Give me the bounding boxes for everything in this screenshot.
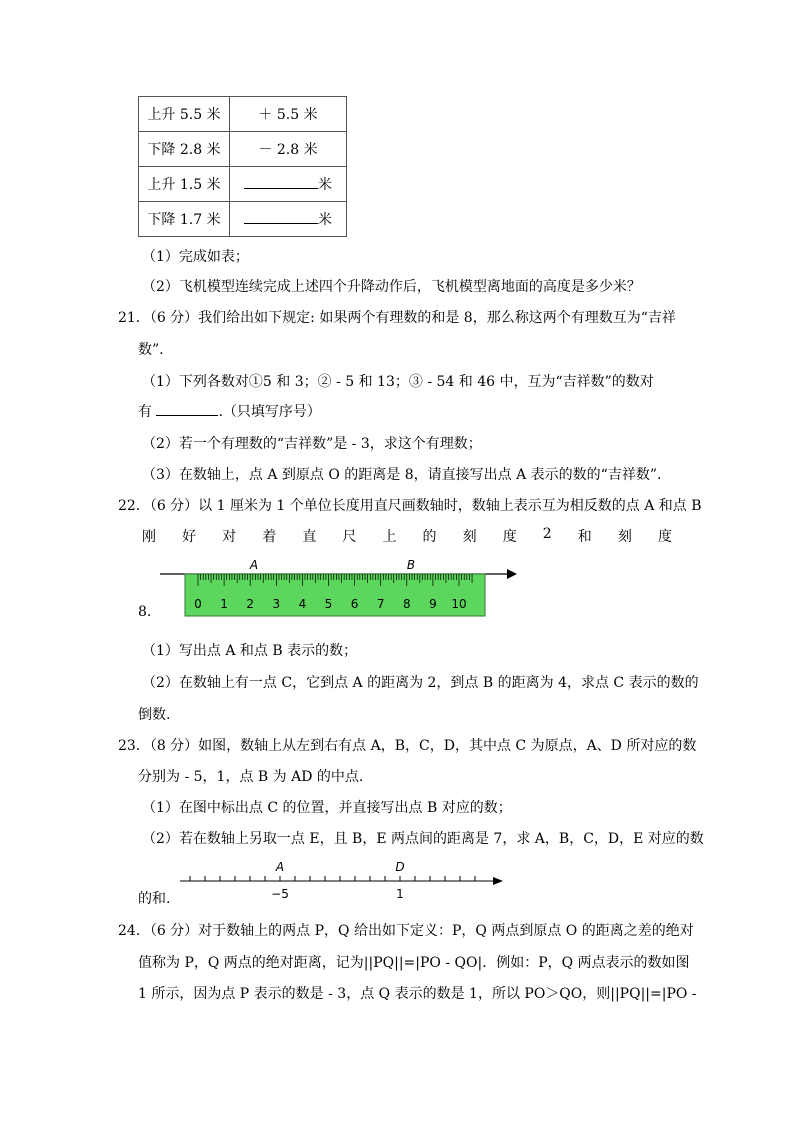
ruler-number: 5 <box>324 597 333 611</box>
table-cell-record <box>230 202 347 237</box>
table-cell-action: 上升 1.5 米 <box>139 167 230 202</box>
q22-sub1: （1）写出点 A 和点 B 表示的数； <box>142 643 358 659</box>
table-row <box>139 132 347 167</box>
point-a-value: −5 <box>271 887 289 901</box>
q21-sub3: （3）在数轴上，点 A 到原点 O 的距离是 8，请直接写出点 A 表示的数的“吉祥数”. <box>142 467 662 483</box>
q22-word: 刻 <box>462 529 477 545</box>
q22-word: 2 <box>542 526 552 542</box>
q22-word: 尺 <box>342 529 357 545</box>
ruler-number: 8 <box>402 597 411 611</box>
point-a-label: A <box>275 860 285 874</box>
table-cell-record <box>230 167 347 202</box>
q22-word: 度 <box>657 529 672 545</box>
unit-label: 米 <box>318 177 332 193</box>
point-b-label: B <box>406 558 416 572</box>
q21-sub1-suffix: .（只填写序号） <box>218 404 321 420</box>
ruler-number: 7 <box>376 597 385 611</box>
table-cell-record: ＋ 5.5 米 <box>230 97 347 132</box>
q21-sub1-line1: （1）下列各数对①5 和 3；② - 5 和 13；③ - 54 和 46 中，互为“吉祥数”的数对 <box>142 374 654 390</box>
ruler-number: 0 <box>194 597 202 611</box>
table-row <box>139 97 347 132</box>
table-row <box>139 202 347 237</box>
number-line-figure <box>175 856 510 906</box>
q22-stem-line1: 22．（6 分）以 1 厘米为 1 个单位长度用直尺画数轴时，数轴上表示互为相反数的点 A 和点 B <box>118 498 702 514</box>
q22-word: 度 <box>502 529 517 545</box>
q22-word: 上 <box>382 529 397 545</box>
q22-word: 刻 <box>617 529 632 545</box>
table-cell-action: 下降 1.7 米 <box>139 202 230 237</box>
arrow-head-icon <box>493 877 503 885</box>
q22-word: 刚 <box>142 529 156 545</box>
ruler-number: 2 <box>246 597 255 611</box>
point-a-label: A <box>249 558 259 572</box>
q24-stem-line1: 24．（6 分）对于数轴上的两点 P，Q 给出如下定义：P，Q 两点到原点 O 的距离之差的绝对 <box>118 923 694 939</box>
q22-word: 对 <box>222 529 237 545</box>
unit-label: 米 <box>318 212 332 228</box>
q22-word: 和 <box>577 529 592 545</box>
table-cell-action: 上升 5.5 米 <box>139 97 230 132</box>
axis-ticks <box>190 876 475 881</box>
answer-blank[interactable] <box>244 209 318 224</box>
q23-stem-line2: 分别为 - 5，1，点 B 为 AD 的中点. <box>138 769 364 785</box>
answer-blank[interactable] <box>244 174 318 189</box>
elevation-table <box>138 96 347 237</box>
table-cell-record: － 2.8 米 <box>230 132 347 167</box>
q21-stem-line1: 21．（6 分）我们给出如下规定: 如果两个有理数的和是 8，那么称这两个有理数互为“吉祥 <box>118 310 676 326</box>
q22-word: 直 <box>302 529 317 545</box>
q22-stem-line3: 8. <box>138 604 152 620</box>
q22-word: 的 <box>422 529 437 545</box>
ruler-number: 4 <box>298 597 307 611</box>
q23-stem-line1: 23．（8 分）如图，数轴上从左到右有点 A，B，C，D，其中点 C 为原点，A、D 所对应的数 <box>118 738 697 754</box>
q22-word: 着 <box>262 529 277 545</box>
q23-sub2-line2: 的和. <box>138 891 171 907</box>
ruler-number: 1 <box>220 597 228 611</box>
answer-blank[interactable] <box>156 401 218 416</box>
point-d-value: 1 <box>396 887 404 901</box>
q22-word: 好 <box>182 529 197 545</box>
q23-sub2-line1: （2）若在数轴上另取一点 E，且 B，E 两点间的距离是 7，求 A，B，C，D，E 对应的数 <box>142 831 704 847</box>
ruler-number: 3 <box>272 597 281 611</box>
q23-sub1: （1）在图中标出点 C 的位置，并直接写出点 B 对应的数； <box>142 800 512 816</box>
q20-sub2: （2）飞机模型连续完成上述四个升降动作后，飞机模型离地面的高度是多少米？ <box>142 279 641 295</box>
table-row <box>139 167 347 202</box>
ruler-number: 9 <box>429 597 437 611</box>
q22-sub2-line2: 倒数. <box>138 707 171 723</box>
ruler-body <box>185 574 485 616</box>
q21-sub1-prefix: 有 <box>138 404 152 420</box>
ruler-figure <box>155 556 525 622</box>
q22-sub2-line1: （2）在数轴上有一点 C，它到点 A 的距离为 2，到点 B 的距离为 4，求点 C 表示的数的 <box>142 675 699 691</box>
q21-stem-line2: 数”. <box>138 342 164 358</box>
q24-stem-line2: 值称为 P，Q 两点的绝对距离，记为||PQ||=|PO - QO|．例如：P，Q 两点表示的数如图 <box>138 955 690 971</box>
point-d-label: D <box>395 860 405 874</box>
table-cell-action: 下降 2.8 米 <box>139 132 230 167</box>
q21-sub2: （2）若一个有理数的“吉祥数”是 - 3，求这个有理数； <box>142 436 482 452</box>
arrow-head-icon <box>507 569 517 579</box>
q20-sub1: （1）完成如表； <box>142 249 249 265</box>
ruler-number: 6 <box>350 597 359 611</box>
ruler-number: 10 <box>451 597 467 611</box>
q22-stem-line2 <box>142 526 672 546</box>
q21-sub1-line2 <box>138 401 321 421</box>
q24-stem-line3: 1 所示，因为点 P 表示的数是 - 3，点 Q 表示的数是 1，所以 PO＞QO，则||PQ||=|PO - <box>138 986 697 1002</box>
